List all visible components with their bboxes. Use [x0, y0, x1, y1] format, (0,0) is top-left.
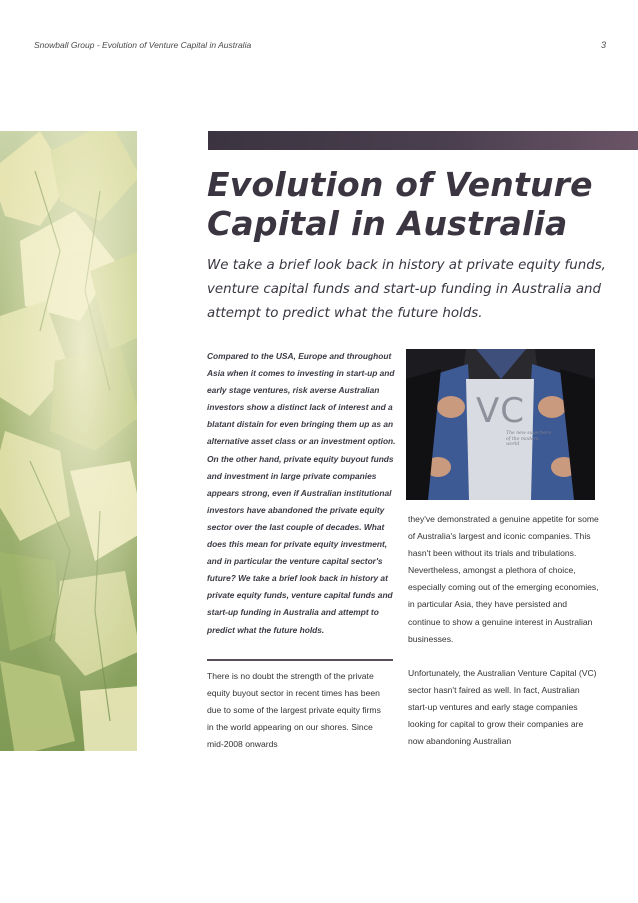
page-number: 3: [600, 40, 606, 50]
body-left-text: There is no doubt the strength of the private equity buyout sector in recent times has been due to some of the largest private equity firms in the world appearing on our shores. Since mid-2008 onwards: [207, 671, 381, 750]
body-right-paragraph-2: Unfortunately, the Australian Venture Capital (VC) sector hasn't faired as well. In fact, Australian start-up ventures and early stage companies looking for capital to grow their companies are now abandoning Australian: [408, 667, 597, 747]
body-column-left: [207, 668, 387, 753]
intro-paragraph: [207, 348, 403, 639]
shirt-tagline-text: The new superhero of the modern world: [506, 431, 552, 448]
article-subtitle: We take a brief look back in history at private equity funds, venture capital funds and start-up funding in Australia and attempt to predict what the future holds.: [207, 258, 606, 321]
shirt-logo-text: VC: [476, 391, 525, 431]
leaves-photo: [0, 131, 137, 751]
body-right-paragraph-1: they've demonstrated a genuine appetite for some of Australia's largest and iconic companies. This hasn't been without its trials and tribulations. Nevertheless, amongst a plethora of choice, especially coming out of the emerging economies, in particular Asia, they have persisted and continue to show a genuine interest in Australian businesses.: [408, 514, 599, 644]
article-title: Evolution of Venture Capital in Australia: [207, 165, 593, 243]
section-divider: [207, 659, 393, 661]
title-accent-bar: [208, 131, 638, 150]
intro-text: Compared to the USA, Europe and throughout Asia when it comes to investing in start-up and early stage ventures, risk averse Australian investors show a distinct lack of interest and a blatant distain for even bringing them up as an alternative asset class or an investment option. On the other hand, private equity buyout funds and investment in large private companies appears strong, even if Australian institutional investors have abandoned the private equity sector over the last couple of decades. What does this mean for private equity investment, and in particular the venture capital sector's future? We take a brief look back in history at private equity funds, venture capital funds and start-up funding in Australia and attempt to predict what the future holds.: [207, 351, 396, 635]
body-column-right: [408, 511, 600, 750]
vc-superhero-photo: [406, 349, 595, 500]
running-header-title: Snowball Group - Evolution of Venture Capital in Australia: [34, 40, 252, 50]
